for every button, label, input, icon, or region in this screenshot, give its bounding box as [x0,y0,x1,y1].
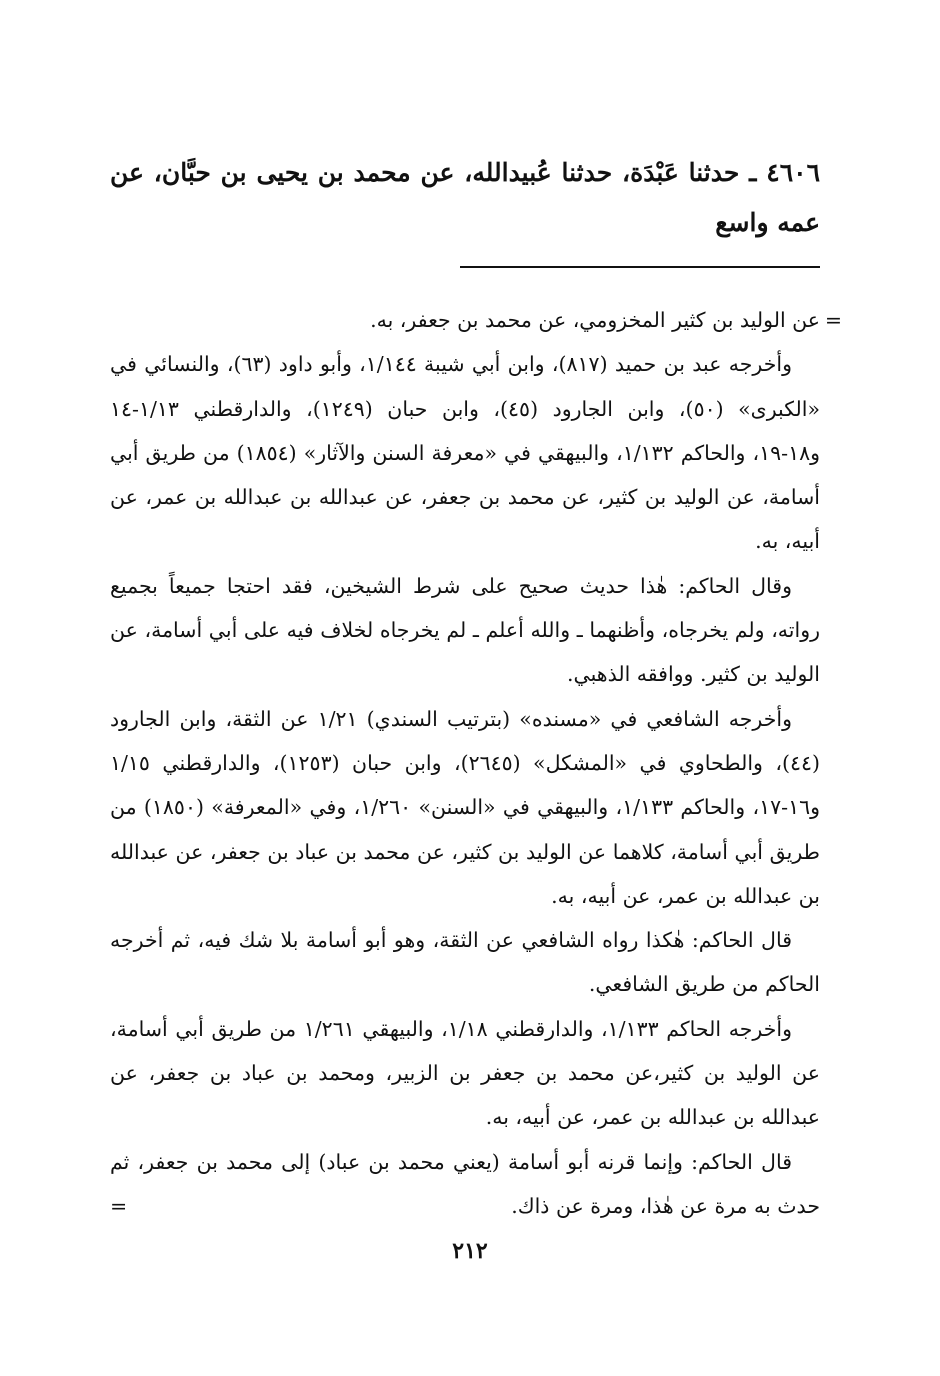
footnote-paragraph-1: = عن الوليد بن كثير المخزومي، عن محمد بن جعفر، به. [110,298,820,342]
footnote-paragraph-6: وأخرجه الحاكم ١/١٣٣، والدارقطني ١/١٨، والبيهقي ١/٢٦١ من طريق أبي أسامة، عن الوليد بن كثير،عن محمد بن جعفر بن الزبير، ومحمد بن عباد بن جعفر، عن عبدالله بن عبدالله بن عمر، عن أبيه، به. [110,1016,820,1130]
continuation-end-mark: = [110,1193,128,1218]
footnote-paragraph-3: وقال الحاكم: هٰذا حديث صحيح على شرط الشيخين، فقد احتجا جميعاً بجميع رواته، ولم يخرجاه، وأظنهما ـ والله أعلم ـ لم يخرجاه لخلاف فيه على أبي أسامة، عن الوليد بن كثير. ووافقه الذهبي. [110,573,820,687]
continuation-mark: = [824,308,842,332]
page-number: ٢١٢ [452,1238,488,1264]
footnote-separator [460,266,820,268]
hadith-text: ٤٦٠٦ ـ حدثنا عَبْدَة، حدثنا عُبيدالله، عن محمد بن يحيى بن حبَّان، عن عمه واسع [110,158,820,237]
footnote-paragraph-4: وأخرجه الشافعي في «مسنده» (بترتيب السندي) ١/٢١ عن الثقة، وابن الجارود (٤٤)، والطحاوي في «المشكل» (٢٦٤٥)، وابن حبان (١٢٥٣)، والدارقطني ١/١٥ و١٦-١٧، والحاكم ١/١٣٣، والبيهقي في «السنن» ١/٢٦٠، وفي «المعرفة» (١٨٥٠) من طريق أبي أسامة، كلاهما عن الوليد بن كثير، عن محمد بن عباد بن جعفر، عن عبدالله بن عبدالله بن عمر، عن أبيه، به. [110,706,820,908]
footnote-paragraph-2: وأخرجه عبد بن حميد (٨١٧)، وابن أبي شيبة ١/١٤٤، وأبو داود (٦٣)، والنسائي في «الكبرى» (٥٠)، وابن الجارود (٤٥)، وابن حبان (١٢٤٩)، والدارقطني ١/١٣-١٤ و١٨-١٩، والحاكم ١/١٣٢، والبيهقي في «معرفة السنن والآثار» (١٨٥٤) من طريق أبي أسامة، عن الوليد بن كثير، عن محمد بن جعفر، عن عبدالله بن عبدالله بن عمر، عن أبيه، به. [110,352,821,554]
footnote-paragraph-7: قال الحاكم: وإنما قرنه أبو أسامة (يعني محمد بن عباد) إلى محمد بن جعفر، ثم حدث به مرة عن هٰذا، ومرة عن ذاك. = [110,1140,820,1229]
page-body [110,148,842,1228]
footnotes [110,298,842,1228]
footnote-paragraph-5: قال الحاكم: هٰكذا رواه الشافعي عن الثقة، وهو أبو أسامة بلا شك فيه، ثم أخرجه الحاكم من طريق الشافعي. [110,928,820,997]
